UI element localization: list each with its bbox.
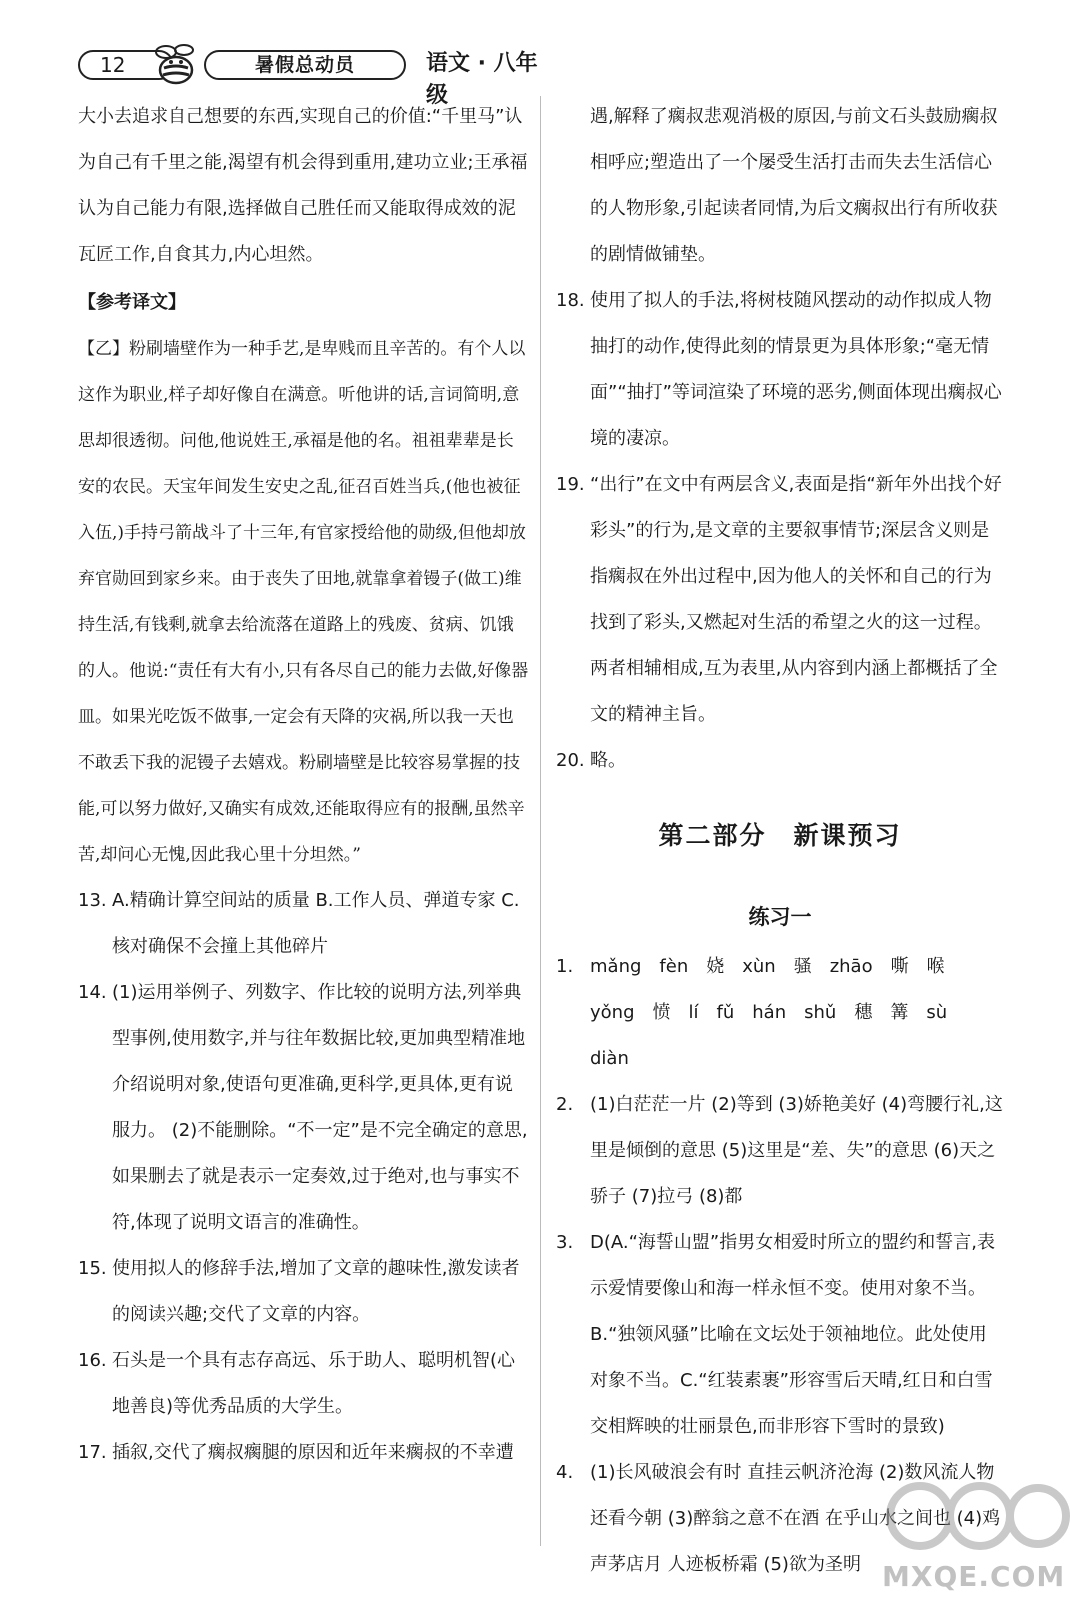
pinyin-item: yǒng: [590, 1002, 635, 1023]
pinyin-item: fèn: [659, 956, 689, 977]
pinyin-item: sù: [926, 1002, 948, 1023]
pinyin-item: hán: [752, 1002, 787, 1023]
answer-18: [556, 278, 1004, 462]
exercise-title: 练习一: [748, 905, 812, 929]
answer-text: 遇,解释了瘸叔悲观消极的原因,与前文石头鼓励瘸叔相呼应;塑造出了一个屡受生活打击而失去生活信心的人物形象,引起读者同情,为后文瘸叔出行有所收获的剧情做铺垫。: [590, 106, 998, 265]
answer-3: [556, 1220, 1004, 1450]
answer-text: (1)运用举例子、列数字、作比较的说明方法,列举典型事例,使用数字,并与往年数据比较,更加典型精准地介绍说明对象,使语句更准确,更科学,更具体,更有说服力。 (2)不能删除。“不一定”是不完全确定的意思,如果删去了就是表示一定奏效,过于绝对,也与事实不符,体现了说明文语言的准确性。: [112, 982, 528, 1233]
answer-19: [556, 462, 1004, 738]
answer-text: “出行”在文中有两层含义,表面是指“新年外出找个好彩头”的行为,是文章的主要叙事情节;深层含义则是指瘸叔在外出过程中,因为他人的关怀和自己的行为找到了彩头,又燃起对生活的希望之火的这一过程。两者相辅相成,互为表里,从内容到内涵上都概括了全文的精神主旨。: [590, 474, 1002, 725]
pinyin-item: diàn: [590, 1048, 629, 1069]
answer-text: 使用拟人的修辞手法,增加了文章的趣味性,激发读者的阅读兴趣;交代了文章的内容。: [112, 1258, 520, 1325]
answer-1: [556, 944, 1004, 1082]
answer-text: 石头是一个具有志存高远、乐于助人、聪明机智(心地善良)等优秀品质的大学生。: [112, 1350, 516, 1417]
answer-number: 15.: [78, 1258, 107, 1279]
answer-14: [78, 970, 530, 1246]
pinyin-item: zhāo: [829, 956, 873, 977]
watermark-emblem-icon: [880, 1468, 1070, 1568]
bee-mascot-icon: [148, 40, 204, 88]
answer-17-continued: [556, 94, 1004, 278]
page-number: 12: [78, 50, 174, 80]
answer-13: [78, 878, 530, 970]
page-header: [78, 50, 558, 108]
answer-text: (1)长风破浪会有时 直挂云帆济沧海 (2)数风流人物 还看今朝 (3)醉翁之意不在酒 在乎山水之间也 (4)鸡声茅店月 人迹板桥霜 (5)欲为圣明: [590, 1462, 1001, 1575]
answer-number: 17.: [78, 1442, 107, 1463]
answer-number: 20.: [556, 750, 585, 771]
answer-text: 使用了拟人的手法,将树枝随风摆动的动作拟成人物抽打的动作,使得此刻的情景更为具体形象;“毫无情面”“抽打”等词渲染了环境的恶劣,侧面体现出瘸叔心境的凄凉。: [590, 290, 1002, 449]
answer-2: [556, 1082, 1004, 1220]
right-column: [556, 94, 1004, 1588]
pinyin-item: 娆: [706, 956, 725, 977]
answer-number: 16.: [78, 1350, 107, 1371]
answer-17: [78, 1430, 530, 1476]
answer-number: 14.: [78, 982, 107, 1003]
answer-text: 插叙,交代了瘸叔瘸腿的原因和近年来瘸叔的不幸遭: [112, 1442, 514, 1463]
pinyin-item: 喉: [926, 956, 945, 977]
answer-number: 4.: [556, 1462, 574, 1483]
pinyin-item: 骚: [793, 956, 812, 977]
answer-text: A.精确计算空间站的质量 B.工作人员、弹道专家 C.核对确保不会撞上其他碎片: [112, 890, 520, 957]
subject-title: 语文 · 八年级: [426, 51, 538, 108]
paragraph-continued: 大小去追求自己想要的东西,实现自己的价值:“千里马”认为自己有千里之能,渴望有机会得到重用,建功立业;王承福认为自己能力有限,选择做自己胜任而又能取得成效的泥瓦匠工作,自食其力,内心坦然。: [78, 106, 528, 265]
answer-number: 1.: [556, 956, 574, 977]
answer-number: 13.: [78, 890, 107, 911]
answer-text: (1)白茫茫一片 (2)等到 (3)娇艳美好 (4)弯腰行礼,这里是倾倒的意思 (5)这里是“差、失”的意思 (6)天之骄子 (7)拉弓 (8)都: [590, 1094, 1003, 1207]
pinyin-item: xùn: [742, 956, 776, 977]
pinyin-item: 篝: [890, 1002, 909, 1023]
answer-number: 2.: [556, 1094, 574, 1115]
answer-15: [78, 1246, 530, 1338]
pinyin-item: lí: [688, 1002, 699, 1023]
answer-text: 略。: [590, 750, 626, 771]
section-title: 第二部分 新课预习: [658, 821, 902, 850]
watermark-text: MXQE.COM: [882, 1560, 1066, 1593]
reference-translation-title: 【参考译文】: [78, 292, 186, 313]
answer-text: D(A.“海誓山盟”指男女相爱时所立的盟约和誓言,表示爱情要像山和海一样永恒不变。使用对象不当。B.“独领风骚”比喻在文坛处于领袖地位。此处使用对象不当。C.“红装素裹”形容雪后天晴,红日和白雪交相辉映的壮丽景色,而非形容下雪时的景致): [590, 1232, 995, 1437]
reference-translation: 【乙】粉刷墙壁作为一种手艺,是卑贱而且辛苦的。有个人以这作为职业,样子却好像自在满意。听他讲的话,言词简明,意思却很透彻。问他,他说姓王,承福是他的名。祖祖辈辈是长安的农民。天宝年间发生安史之乱,征召百姓当兵,(他也被征入伍,)手持弓箭战斗了十三年,有官家授给他的勋级,但他却放弃官勋回到家乡来。由于丧失了田地,就靠拿着镘子(做工)维持生活,有钱剩,就拿去给流落在道路上的残废、贫病、饥饿的人。他说:“责任有大有小,只有各尽自己的能力去做,好像器皿。如果光吃饭不做事,一定会有天降的灾祸,所以我一天也不敢丢下我的泥镘子去嬉戏。粉刷墙壁是比较容易掌握的技能,可以努力做好,又确实有成效,还能取得应有的报酬,虽然辛苦,却问心无愧,因此我心里十分坦然。”: [78, 339, 529, 865]
pinyin-item: shǔ: [804, 1002, 837, 1023]
answer-16: [78, 1338, 530, 1430]
watermark-logo: [880, 1468, 1070, 1600]
answer-number: 3.: [556, 1232, 574, 1253]
pinyin-list: [590, 944, 1004, 1082]
answer-number: 18.: [556, 290, 585, 311]
pinyin-item: 愤: [652, 1002, 671, 1023]
pinyin-item: fǔ: [716, 1002, 735, 1023]
pinyin-item: 穗: [854, 1002, 873, 1023]
pinyin-item: 嘶: [890, 956, 909, 977]
brand-title: 暑假总动员: [204, 50, 406, 80]
pinyin-item: mǎng: [590, 956, 642, 977]
column-divider: [540, 96, 541, 1546]
answer-20: [556, 738, 1004, 784]
answer-number: 19.: [556, 474, 585, 495]
left-column: [78, 94, 530, 1476]
